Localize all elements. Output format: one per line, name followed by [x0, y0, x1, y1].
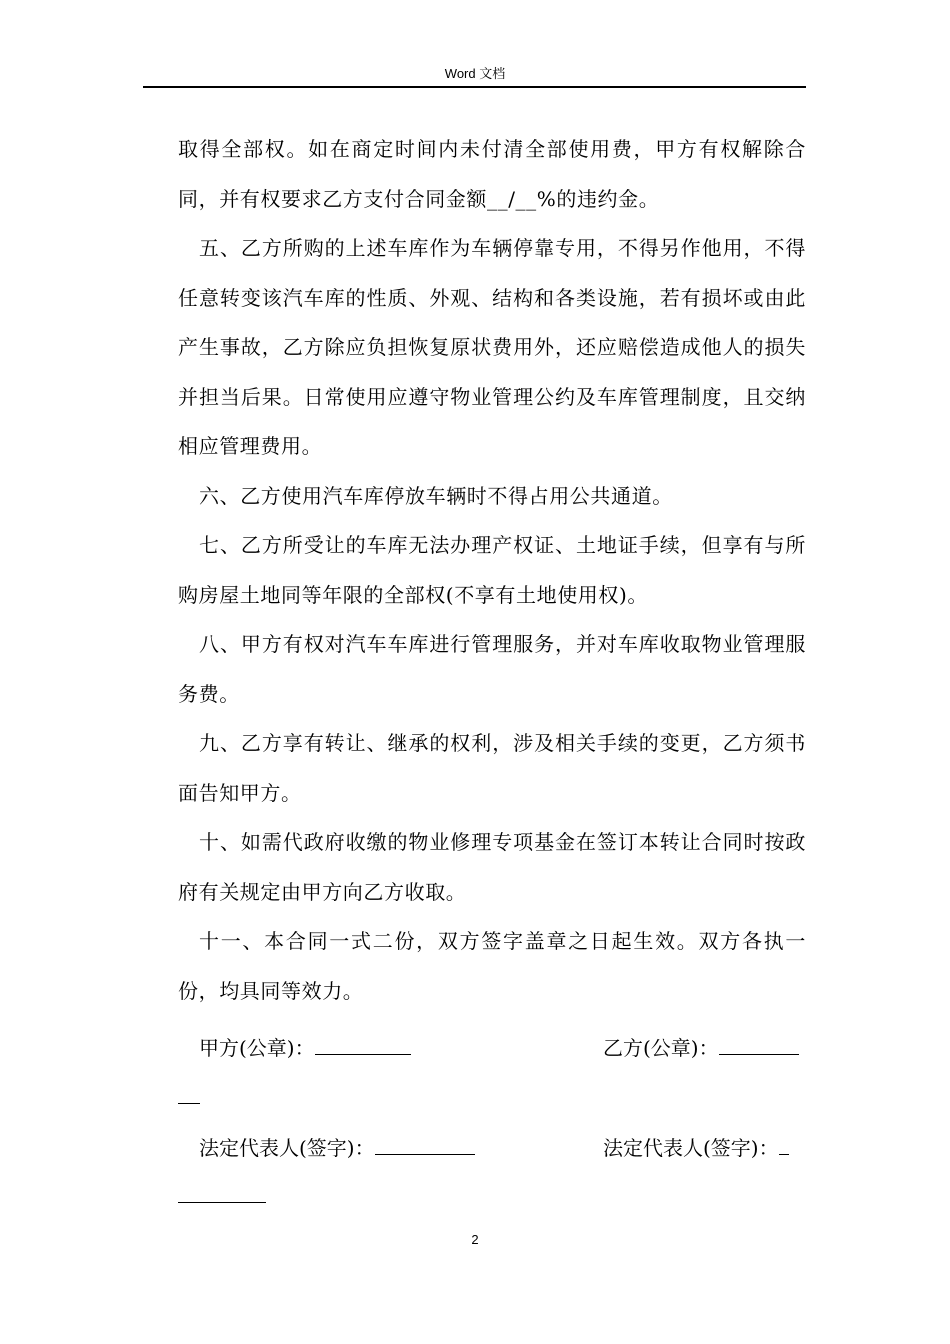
party-a-seal — [199, 1032, 411, 1062]
rep-a — [199, 1132, 475, 1162]
rep-a-blank — [375, 1132, 475, 1155]
paragraph-continuation: 取得全部权。如在商定时间内未付清全部使用费，甲方有权解除合同，并有权要求乙方支付合同金额__/__%的违约金。 — [178, 137, 806, 211]
rep-b-label: 法定代表人(签字)： — [603, 1136, 779, 1160]
party-b-seal — [603, 1032, 799, 1062]
clause-6: 六、乙方使用汽车库停放车辆时不得占用公共通道。 — [199, 483, 673, 508]
party-a-seal-blank — [315, 1032, 411, 1055]
party-b-seal-blank-wrap — [178, 1103, 200, 1104]
clause-7: 七、乙方所受让的车库无法办理产权证、土地证手续，但享有与所购房屋土地同等年限的全部权(不享有土地使用权)。 — [178, 533, 806, 607]
contract-body — [178, 125, 806, 1016]
party-a-seal-label: 甲方(公章)： — [199, 1036, 315, 1060]
header-rule — [143, 86, 806, 88]
clause-5: 五、乙方所购的上述车库作为车辆停靠专用，不得另作他用，不得任意转变该汽车库的性质、外观、结构和各类设施，若有损坏或由此产生事故，乙方除应负担恢复原状费用外，还应赔偿造成他人的损失并担当后果。日常使用应遵守物业管理公约及车库管理制度，且交纳相应管理费用。 — [178, 236, 806, 458]
party-b-seal-label: 乙方(公章)： — [603, 1036, 719, 1060]
party-b-seal-blank — [719, 1032, 799, 1055]
clause-10: 十、如需代政府收缴的物业修理专项基金在签订本转让合同时按政府有关规定由甲方向乙方收取。 — [178, 830, 806, 904]
page-number: 2 — [471, 1232, 479, 1247]
clause-11: 十一、本合同一式二份，双方签字盖章之日起生效。双方各执一份，均具同等效力。 — [178, 929, 806, 1003]
clause-8: 八、甲方有权对汽车车库进行管理服务，并对车库收取物业管理服务费。 — [178, 632, 806, 706]
page-header: Word 文档 — [444, 66, 506, 81]
rep-a-label: 法定代表人(签字)： — [199, 1136, 375, 1160]
rep-b-blank — [779, 1132, 789, 1155]
clause-9: 九、乙方享有转让、继承的权利，涉及相关手续的变更，乙方须书面告知甲方。 — [178, 731, 806, 805]
rep-b — [603, 1132, 789, 1162]
rep-b-blank-wrap — [178, 1202, 266, 1203]
